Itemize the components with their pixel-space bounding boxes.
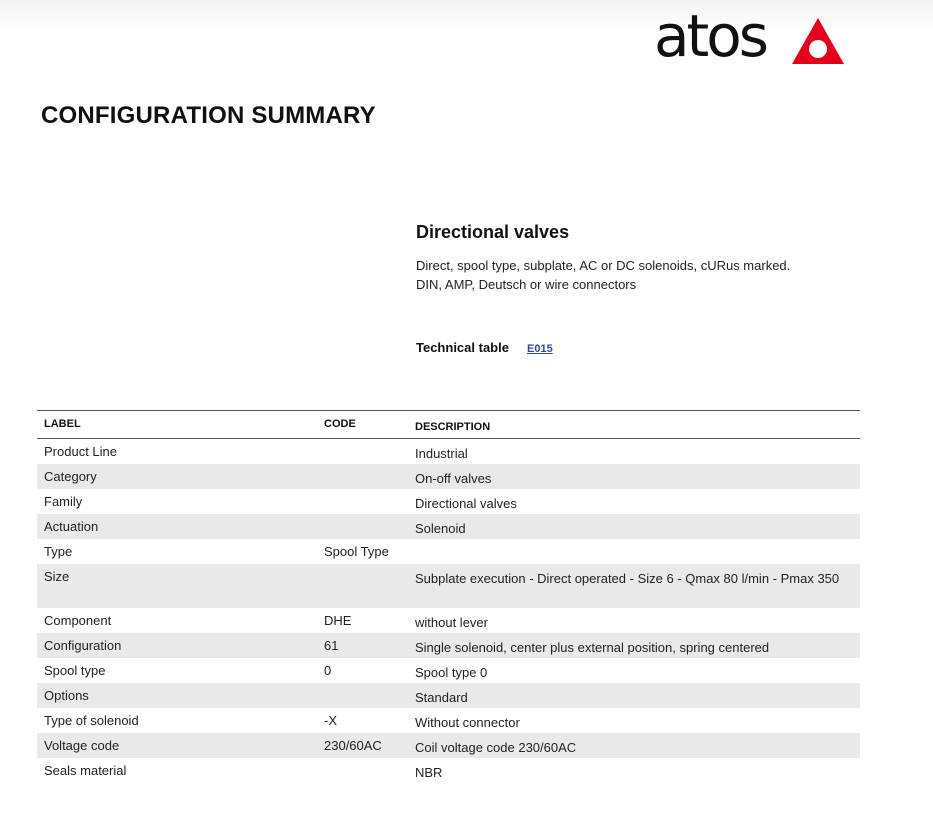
row-label: Options xyxy=(44,688,89,703)
row-code: 230/60AC xyxy=(324,738,382,753)
brand-logo xyxy=(654,2,846,70)
product-description-line-1: Direct, spool type, subplate, AC or DC solenoids, cURus marked. xyxy=(416,258,791,273)
row-description: Spool type 0 xyxy=(415,665,488,680)
table-row xyxy=(37,733,860,758)
row-label: Type of solenoid xyxy=(44,713,139,728)
table-row xyxy=(37,464,860,489)
row-label: Seals material xyxy=(44,763,127,778)
row-label: Product Line xyxy=(44,444,117,459)
row-description: Coil voltage code 230/60AC xyxy=(415,740,577,755)
table-row xyxy=(37,608,860,633)
row-description: Without connector xyxy=(415,715,520,730)
configuration-table xyxy=(37,410,860,783)
row-description: On-off valves xyxy=(415,471,492,486)
row-description: Solenoid xyxy=(415,521,466,536)
row-description: Standard xyxy=(415,690,468,705)
table-row xyxy=(37,683,860,708)
row-label: Size xyxy=(44,569,70,584)
table-header xyxy=(37,411,860,439)
brand-wordmark: atos xyxy=(654,2,766,70)
technical-table-label: Technical table xyxy=(416,340,509,355)
row-description: NBR xyxy=(415,765,443,780)
product-name: Directional valves xyxy=(416,222,570,242)
row-description: Industrial xyxy=(415,446,468,461)
product-description-line-2: DIN, AMP, Deutsch or wire connectors xyxy=(416,277,637,292)
table-row xyxy=(37,514,860,539)
row-code: 0 xyxy=(324,663,332,678)
page-title: CONFIGURATION SUMMARY xyxy=(41,102,376,129)
table-row xyxy=(37,658,860,683)
row-description: without lever xyxy=(415,615,488,630)
row-description: Single solenoid, center plus external position, spring centered xyxy=(415,640,770,655)
header-label: LABEL xyxy=(44,418,81,430)
header-description: DESCRIPTION xyxy=(415,421,491,433)
technical-table-link[interactable]: E015 xyxy=(527,343,553,355)
table-row xyxy=(37,564,860,608)
row-code: 61 xyxy=(324,638,339,653)
row-label: Family xyxy=(44,494,83,509)
row-description: Directional valves xyxy=(415,496,517,511)
row-label: Actuation xyxy=(44,519,99,534)
table-row xyxy=(37,489,860,514)
triangle-logo-icon xyxy=(791,17,845,65)
table-row xyxy=(37,758,860,783)
row-label: Component xyxy=(44,613,112,628)
table-row xyxy=(37,633,860,658)
row-label: Type xyxy=(44,544,73,559)
row-label: Category xyxy=(44,469,97,484)
table-row xyxy=(37,439,860,464)
row-code: Spool Type xyxy=(324,544,389,559)
row-label: Voltage code xyxy=(44,738,120,753)
row-code: DHE xyxy=(324,613,352,628)
row-label: Spool type xyxy=(44,663,106,678)
row-code: -X xyxy=(324,713,337,728)
header-code: CODE xyxy=(324,418,356,430)
row-label: Configuration xyxy=(44,638,122,653)
table-row xyxy=(37,539,860,564)
row-description: Subplate execution - Direct operated - Size 6 - Qmax 80 l/min - Pmax 350 xyxy=(415,571,840,586)
table-row xyxy=(37,708,860,733)
